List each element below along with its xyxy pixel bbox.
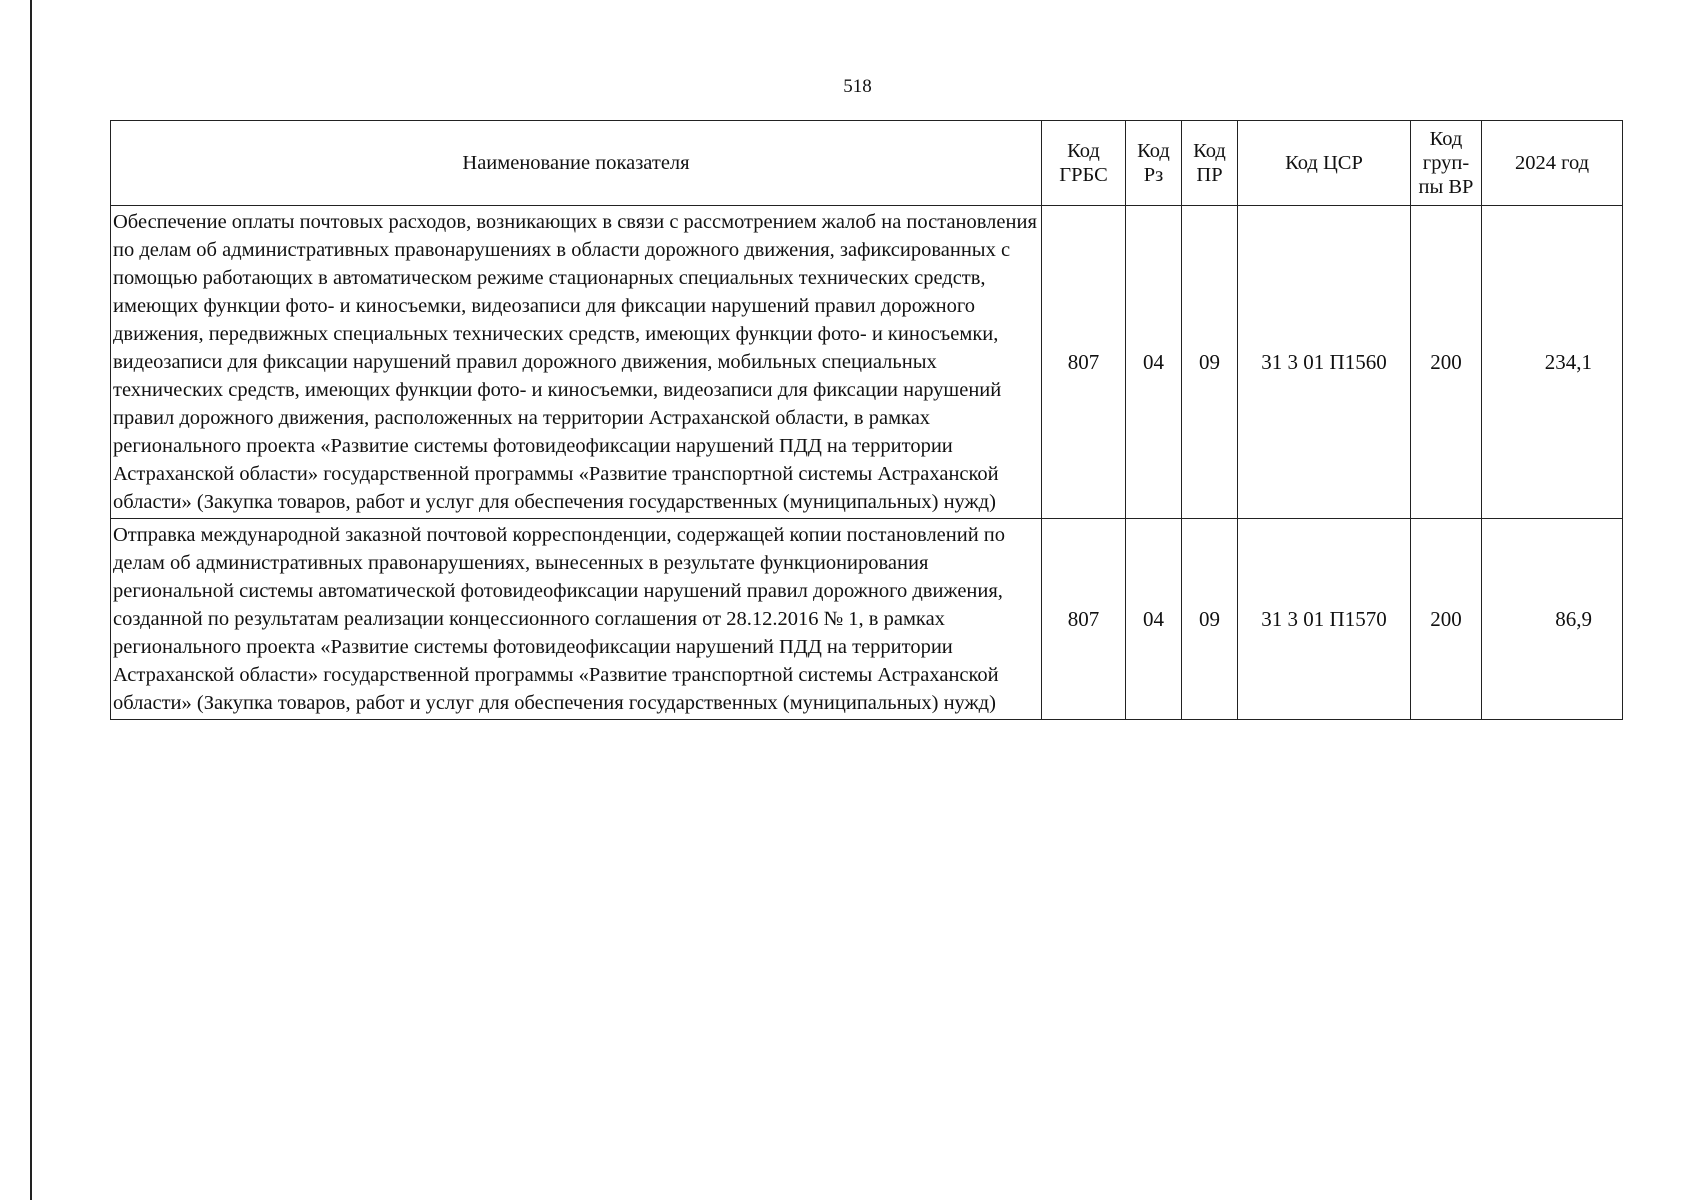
- row-vr: 200: [1411, 519, 1482, 720]
- table-row: [111, 519, 1623, 720]
- row-csr: 31 3 01 П1560: [1238, 206, 1411, 519]
- header-rz: Код Рз: [1126, 121, 1182, 206]
- row-vr: 200: [1411, 206, 1482, 519]
- row-name: Обеспечение оплаты почтовых расходов, возникающих в связи с рассмотрением жалоб на постановления по делам об административных правонарушениях в области дорожного движения, зафиксированных с помощью работающих в автоматическом режиме стационарных специальных технических средств, имеющих функции фото- и киносъемки, видеозаписи для фиксации нарушений правил дорожного движения, передвижных специальных технических средств, имеющих функции фото- и киносъемки, видеозаписи для фиксации нарушений правил дорожного движения, мобильных специальных технических средств, имеющих функции фото- и киносъемки, видеозаписи для фиксации нарушений правил дорожного движения, расположенных на территории Астраханской области, в рамках регионального проекта «Развитие системы фотовидеофиксации нарушений ПДД на территории Астраханской области» государственной программы «Развитие транспортной системы Астраханской области» (Закупка товаров, работ и услуг для обеспечения государственных (муниципальных) нужд): [111, 206, 1042, 519]
- row-name: Отправка международной заказной почтовой корреспонденции, содержащей копии постановлений по делам об административных правонарушениях, вынесенных в результате функционирования региональной системы автоматической фотовидеофиксации нарушений правил дорожного движения, созданной по результатам реализации концессионного соглашения от 28.12.2016 № 1, в рамках регионального проекта «Развитие системы фотовидеофиксации нарушений ПДД на территории Астраханской области» государственной программы «Развитие транспортной системы Астраханской области» (Закупка товаров, работ и услуг для обеспечения государственных (муниципальных) нужд): [111, 519, 1042, 720]
- row-pr: 09: [1182, 519, 1238, 720]
- header-pr: Код ПР: [1182, 121, 1238, 206]
- header-year: 2024 год: [1482, 121, 1623, 206]
- row-year-amount: 86,9: [1482, 519, 1623, 720]
- row-rz: 04: [1126, 519, 1182, 720]
- page-number: 518: [843, 76, 872, 97]
- row-year-amount: 234,1: [1482, 206, 1623, 519]
- row-rz: 04: [1126, 206, 1182, 519]
- table-row: [111, 206, 1623, 519]
- row-pr: 09: [1182, 206, 1238, 519]
- header-name: Наименование показателя: [111, 121, 1042, 206]
- header-row: [111, 121, 1623, 206]
- header-grbs: Код ГРБС: [1042, 121, 1126, 206]
- header-csr: Код ЦСР: [1238, 121, 1411, 206]
- budget-table: [110, 120, 1623, 720]
- header-vr: Код груп-пы ВР: [1411, 121, 1482, 206]
- row-csr: 31 3 01 П1570: [1238, 519, 1411, 720]
- binding-line: [30, 0, 32, 1200]
- row-grbs: 807: [1042, 206, 1126, 519]
- row-grbs: 807: [1042, 519, 1126, 720]
